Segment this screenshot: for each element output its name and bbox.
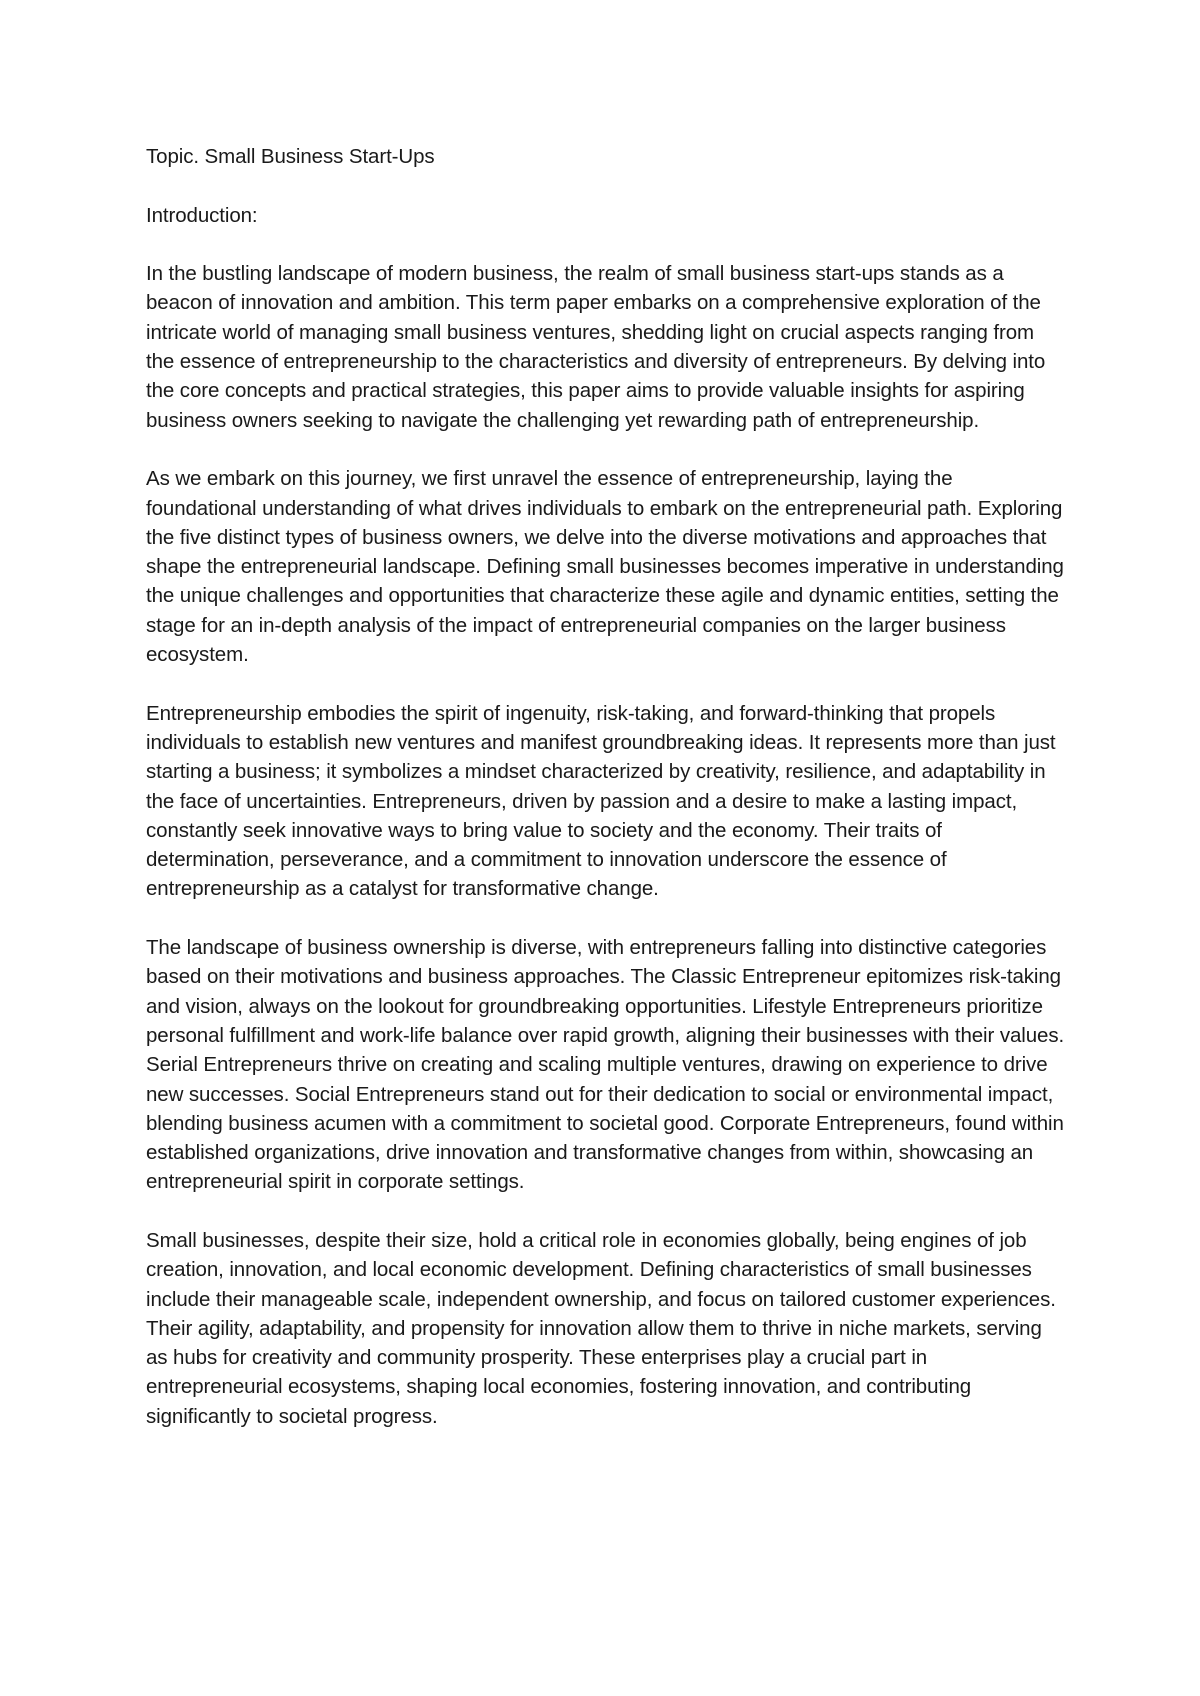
introduction-heading: Introduction:	[146, 203, 258, 227]
paragraph-introduction: In the bustling landscape of modern business, the realm of small business start-ups stands as a beacon of innovation and ambition. This term paper embarks on a comprehensive exploration of the intricate world of managing small business ventures, shedding light on crucial aspects ranging from the essence of entrepreneurship to the characteristics and diversity of entrepreneurs. By delving into the core concepts and practical strategies, this paper aims to provide valuable insights for aspiring business owners seeking to navigate the challenging yet rewarding path of entrepreneurship.	[146, 262, 1046, 432]
document-body	[146, 142, 1066, 1431]
paragraph-entrepreneurship: Entrepreneurship embodies the spirit of ingenuity, risk-taking, and forward-thinking that propels individuals to establish new ventures and manifest groundbreaking ideas. It represents more than just starting a business; it symbolizes a mindset characterized by creativity, resilience, and adaptability in the face of uncertainties. Entrepreneurs, driven by passion and a desire to make a lasting impact, constantly seek innovative ways to bring value to society and the economy. Their traits of determination, perseverance, and a commitment to innovation underscore the essence of entrepreneurship as a catalyst for transformative change.	[146, 701, 1056, 901]
topic-line: Topic. Small Business Start-Ups	[146, 145, 435, 168]
paragraph-business-owner-types: The landscape of business ownership is diverse, with entrepreneurs falling into distinctive categories based on their motivations and business approaches. The Classic Entrepreneur epitomizes risk-taking and vision, always on the lookout for groundbreaking opportunities. Lifestyle Entrepreneurs prioritize personal fulfillment and work-life balance over rapid growth, aligning their businesses with their values. Serial Entrepreneurs thrive on creating and scaling multiple ventures, drawing on experience to drive new successes. Social Entrepreneurs stand out for their dedication to social or environmental impact, blending business acumen with a commitment to societal good. Corporate Entrepreneurs, found within established organizations, drive innovation and transformative changes from within, showcasing an entrepreneurial spirit in corporate settings.	[146, 936, 1065, 1194]
paragraph-small-businesses: Small businesses, despite their size, hold a critical role in economies globally, being engines of job creation, innovation, and local economic development. Defining characteristics of small businesses include their manageable scale, independent ownership, and focus on tailored customer experiences. Their agility, adaptability, and propensity for innovation allow them to thrive in niche markets, serving as hubs for creativity and community prosperity. These enterprises play a crucial part in entrepreneurial ecosystems, shaping local economies, fostering innovation, and contributing significantly to societal progress.	[146, 1228, 1056, 1428]
paragraph-journey: As we embark on this journey, we first unravel the essence of entrepreneurship, laying the foundational understanding of what drives individuals to embark on the entrepreneurial path. Exploring the five distinct types of business owners, we delve into the diverse motivations and approaches that shape the entrepreneurial landscape. Defining small businesses becomes imperative in understanding the unique challenges and opportunities that characterize these agile and dynamic entities, setting the stage for an in-depth analysis of the impact of entrepreneurial companies on the larger business ecosystem.	[146, 467, 1064, 667]
